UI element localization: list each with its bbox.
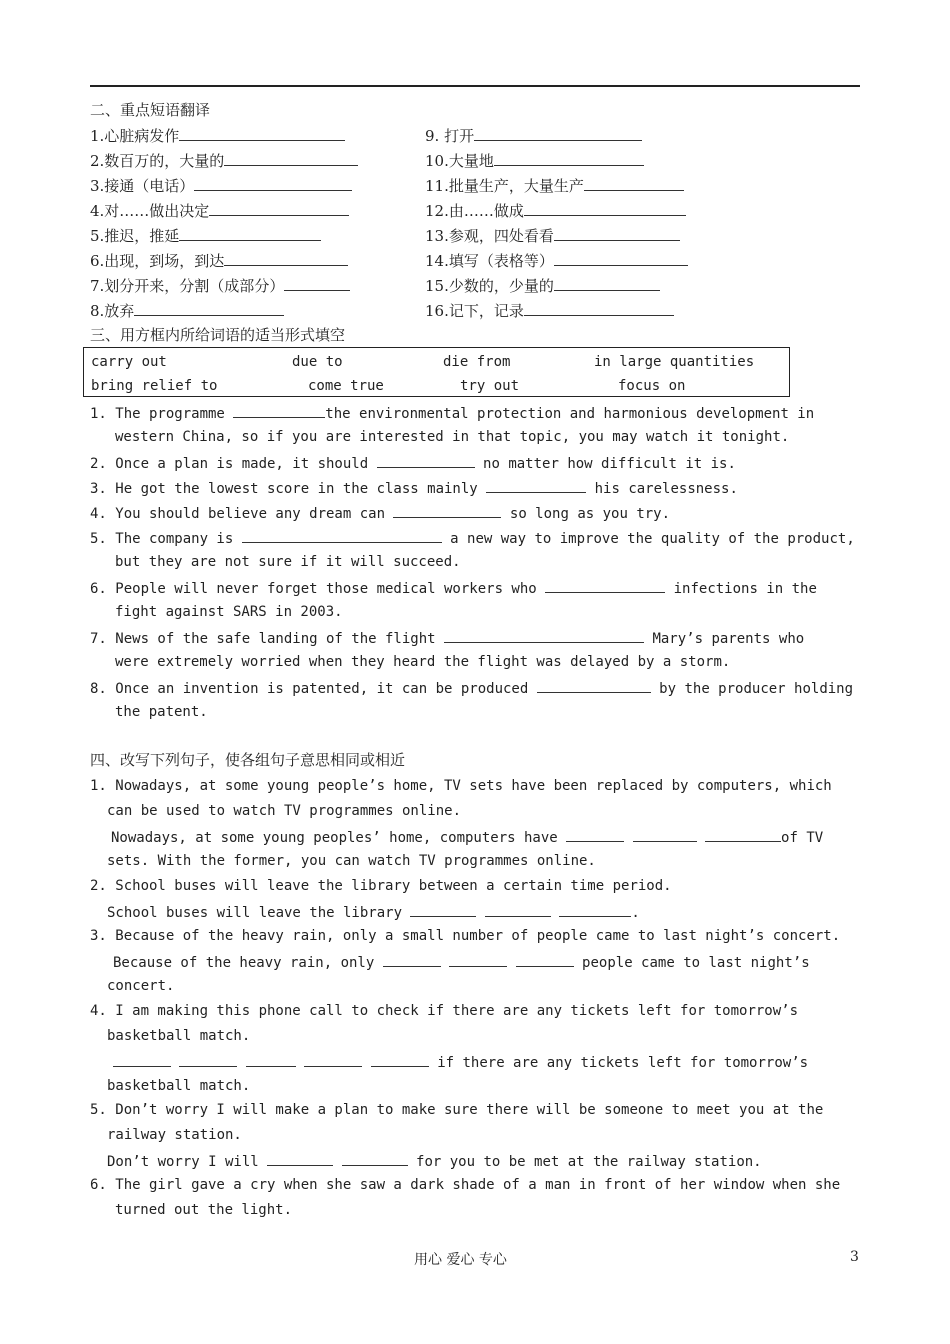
question-8: 8. Once an invention is patented, it can be produced by the producer holding [90, 678, 853, 698]
rewrite-2-answer: School buses will leave the library . [107, 902, 640, 922]
rewrite-4: 4. I am making this phone call to check if there are any tickets left for tomorrow’s [90, 1003, 799, 1019]
rewrite-2: 2. School buses will leave the library between a certain time period. [90, 878, 672, 894]
phrase-item [425, 226, 680, 245]
answer-blank[interactable] [449, 952, 507, 967]
box-word: bring relief to [91, 378, 218, 394]
answer-blank[interactable] [566, 827, 624, 842]
rewrite-4-answer: if there are any tickets left for tomorrow’s [113, 1052, 808, 1072]
answer-blank[interactable] [545, 578, 665, 593]
footer-motto: 用心 爱心 专心 [414, 1252, 507, 1268]
phrase-label: 10.大量地 [425, 152, 494, 170]
box-word: due to [292, 354, 343, 370]
answer-blank[interactable] [233, 403, 325, 418]
question-4: 4. You should believe any dream can so long as you try. [90, 503, 670, 523]
rewrite-1-answer-cont: sets. With the former, you can watch TV programmes online. [107, 853, 596, 869]
answer-blank[interactable] [284, 276, 350, 291]
question-3: 3. He got the lowest score in the class mainly his carelessness. [90, 478, 738, 498]
phrase-item [90, 201, 349, 220]
phrase-label: 6.出现，到场，到达 [90, 252, 225, 270]
answer-blank[interactable] [494, 151, 644, 166]
answer-blank[interactable] [113, 1052, 171, 1067]
answer-blank[interactable] [554, 276, 660, 291]
box-word: in large quantities [594, 354, 755, 370]
phrase-item [90, 276, 350, 295]
phrase-label: 9. 打开 [425, 127, 475, 145]
question-5-cont: but they are not sure if it will succeed. [115, 554, 461, 570]
page-number: 3 [850, 1249, 859, 1265]
answer-blank[interactable] [633, 827, 697, 842]
rewrite-1: 1. Nowadays, at some young people’s home, TV sets have been replaced by computers, which [90, 778, 832, 794]
phrase-item [425, 201, 686, 220]
question-1-cont: western China, so if you are interested in that topic, you may watch it tonight. [115, 429, 790, 445]
question-5: 5. The company is a new way to improve the quality of the product, [90, 528, 855, 548]
rewrite-5: 5. Don’t worry I will make a plan to make sure there will be someone to meet you at the [90, 1102, 824, 1118]
answer-blank[interactable] [371, 1052, 429, 1067]
answer-blank[interactable] [267, 1151, 333, 1166]
question-7: 7. News of the safe landing of the flight Mary’s parents who [90, 628, 804, 648]
phrase-label: 12.由……做成 [425, 202, 524, 220]
phrase-item [90, 176, 352, 195]
answer-blank[interactable] [242, 528, 442, 543]
question-6-cont: fight against SARS in 2003. [115, 604, 343, 620]
answer-blank[interactable] [304, 1052, 362, 1067]
rewrite-5-answer: Don’t worry I will for you to be met at the railway station. [107, 1151, 762, 1171]
rewrite-6: 6. The girl gave a cry when she saw a dark shade of a man in front of her window when she [90, 1177, 841, 1193]
phrase-label: 8.放弃 [90, 302, 135, 320]
rewrite-4-answer-cont: basketball match. [107, 1078, 251, 1094]
box-word: try out [460, 378, 520, 394]
answer-blank[interactable] [393, 503, 501, 518]
phrase-label: 16.记下，记录 [425, 302, 524, 320]
rewrite-4-cont: basketball match. [107, 1028, 251, 1044]
phrase-item [425, 301, 674, 320]
question-2: 2. Once a plan is made, it should no matter how difficult it is. [90, 453, 736, 473]
phrase-label: 4.对……做出决定 [90, 202, 210, 220]
phrase-item [425, 126, 642, 145]
phrase-label: 1.心脏病发作 [90, 127, 180, 145]
rewrite-5-cont: railway station. [107, 1127, 242, 1143]
answer-blank[interactable] [246, 1052, 296, 1067]
answer-blank[interactable] [342, 1151, 408, 1166]
phrase-label: 13.参观，四处看看 [425, 227, 554, 245]
word-box [83, 347, 790, 397]
question-6: 6. People will never forget those medical workers who infections in the [90, 578, 817, 598]
answer-blank[interactable] [224, 251, 348, 266]
answer-blank[interactable] [377, 453, 475, 468]
phrase-item [90, 251, 348, 270]
rewrite-3-answer: Because of the heavy rain, only people came to last night’s [113, 952, 810, 972]
rewrite-1-answer: Nowadays, at some young peoples’ home, computers have of TV [111, 827, 823, 847]
answer-blank[interactable] [410, 902, 476, 917]
answer-blank[interactable] [559, 902, 631, 917]
answer-blank[interactable] [194, 176, 352, 191]
answer-blank[interactable] [179, 1052, 237, 1067]
phrase-item [90, 301, 284, 320]
answer-blank[interactable] [209, 201, 349, 216]
phrase-label: 5.推迟，推延 [90, 227, 180, 245]
phrase-label: 2.数百万的，大量的 [90, 152, 225, 170]
phrase-label: 11.批量生产，大量生产 [425, 177, 584, 195]
rewrite-6-cont: turned out the light. [115, 1202, 293, 1218]
answer-blank[interactable] [537, 678, 651, 693]
answer-blank[interactable] [516, 952, 574, 967]
answer-blank[interactable] [486, 478, 586, 493]
answer-blank[interactable] [134, 301, 284, 316]
answer-blank[interactable] [224, 151, 358, 166]
answer-blank[interactable] [179, 126, 345, 141]
answer-blank[interactable] [554, 226, 680, 241]
phrase-label: 3.接通（电话） [90, 177, 195, 195]
box-word: die from [443, 354, 511, 370]
answer-blank[interactable] [444, 628, 644, 643]
answer-blank[interactable] [705, 827, 781, 842]
rewrite-3-answer-cont: concert. [107, 978, 175, 994]
answer-blank[interactable] [179, 226, 321, 241]
section2-heading: 二、重点短语翻译 [90, 101, 211, 119]
header-rule [90, 85, 860, 87]
box-word: come true [308, 378, 384, 394]
phrase-item [90, 126, 345, 145]
phrase-label: 7.划分开来，分割（成部分） [90, 277, 285, 295]
box-word: carry out [91, 354, 167, 370]
rewrite-1-cont: can be used to watch TV programmes online. [107, 803, 462, 819]
answer-blank[interactable] [474, 126, 642, 141]
answer-blank[interactable] [554, 251, 688, 266]
answer-blank[interactable] [524, 301, 674, 316]
answer-blank[interactable] [584, 176, 684, 191]
question-7-cont: were extremely worried when they heard the flight was delayed by a storm. [115, 654, 731, 670]
phrase-item [425, 176, 684, 195]
section3-heading: 三、用方框内所给词语的适当形式填空 [90, 326, 346, 344]
phrase-item [90, 151, 358, 170]
phrase-label: 14.填写（表格等） [425, 252, 554, 270]
phrase-item [425, 151, 644, 170]
phrase-item [425, 251, 688, 270]
answer-blank[interactable] [485, 902, 551, 917]
box-word: focus on [618, 378, 686, 394]
question-8-cont: the patent. [115, 704, 208, 720]
phrase-label: 15.少数的，少量的 [425, 277, 554, 295]
phrase-item [90, 226, 321, 245]
phrase-item [425, 276, 660, 295]
question-1: 1. The programme the environmental protection and harmonious development in [90, 403, 814, 423]
section4-heading: 四、改写下列句子，使各组句子意思相同或相近 [90, 751, 406, 769]
rewrite-3: 3. Because of the heavy rain, only a small number of people came to last night’s concert. [90, 928, 841, 944]
answer-blank[interactable] [524, 201, 686, 216]
answer-blank[interactable] [383, 952, 441, 967]
